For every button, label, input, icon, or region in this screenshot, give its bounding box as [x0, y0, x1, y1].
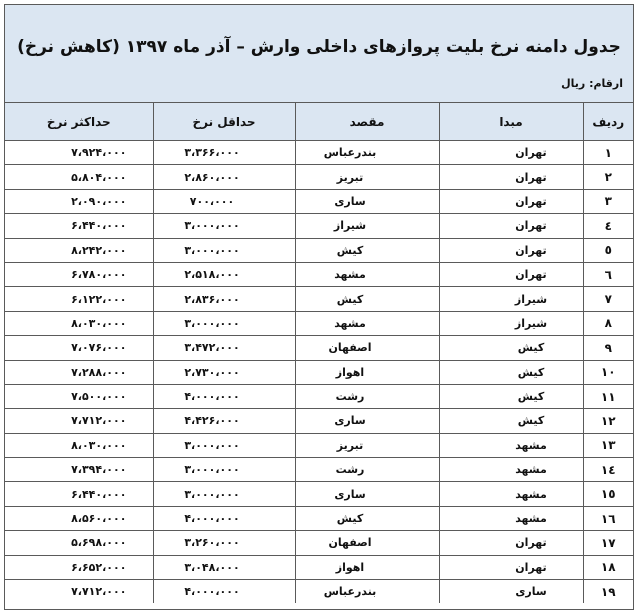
- cell-min-fare: ۳،۰۴۸،۰۰۰: [153, 555, 295, 579]
- cell-index: ۱٥: [583, 482, 633, 506]
- cell-max-fare: ۸،۵۶۰،۰۰۰: [5, 506, 153, 530]
- cell-origin: تهران: [439, 531, 583, 555]
- cell-destination: مشهد: [295, 311, 439, 335]
- table-row: [5, 189, 633, 213]
- cell-index: ۲: [583, 165, 633, 189]
- cell-min-fare: ۳،۰۰۰،۰۰۰: [153, 238, 295, 262]
- cell-min-fare: ۲،۸۳۶،۰۰۰: [153, 287, 295, 311]
- cell-index: ۱۸: [583, 555, 633, 579]
- table-row: [5, 214, 633, 238]
- cell-index: ٦: [583, 262, 633, 286]
- cell-origin: کیش: [439, 409, 583, 433]
- cell-index: ۱۱: [583, 384, 633, 408]
- cell-max-fare: ۷،۷۱۲،۰۰۰: [5, 580, 153, 604]
- cell-index: ۸: [583, 311, 633, 335]
- cell-max-fare: ۵،۶۹۸،۰۰۰: [5, 531, 153, 555]
- table-row: [5, 141, 633, 165]
- document-title: جدول دامنه نرخ بلیت پروازهای داخلی وارش – آذر ماه ۱۳۹۷ (کاهش نرخ): [17, 37, 621, 57]
- table-row: [5, 262, 633, 286]
- table-row: [5, 165, 633, 189]
- cell-destination: ساری: [295, 482, 439, 506]
- table-row: [5, 580, 633, 604]
- cell-destination: اصفهان: [295, 336, 439, 360]
- table-row: [5, 555, 633, 579]
- cell-origin: مشهد: [439, 506, 583, 530]
- cell-origin: مشهد: [439, 433, 583, 457]
- cell-origin: مشهد: [439, 458, 583, 482]
- table-row: [5, 384, 633, 408]
- cell-index: ۳: [583, 189, 633, 213]
- cell-destination: رشت: [295, 384, 439, 408]
- fare-table: [5, 103, 633, 603]
- cell-destination: ساری: [295, 409, 439, 433]
- cell-origin: کیش: [439, 384, 583, 408]
- cell-index: ٤: [583, 214, 633, 238]
- cell-max-fare: ۶،۴۴۰،۰۰۰: [5, 482, 153, 506]
- cell-max-fare: ۷،۷۱۲،۰۰۰: [5, 409, 153, 433]
- cell-index: ٥: [583, 238, 633, 262]
- cell-min-fare: ۳،۰۰۰،۰۰۰: [153, 214, 295, 238]
- cell-destination: ساری: [295, 189, 439, 213]
- cell-min-fare: ۴،۰۰۰،۰۰۰: [153, 506, 295, 530]
- cell-max-fare: ۲،۰۹۰،۰۰۰: [5, 189, 153, 213]
- cell-min-fare: ۴،۰۰۰،۰۰۰: [153, 580, 295, 604]
- cell-index: ۱۲: [583, 409, 633, 433]
- table-row: [5, 531, 633, 555]
- table-row: [5, 482, 633, 506]
- cell-max-fare: ۷،۳۹۴،۰۰۰: [5, 458, 153, 482]
- cell-max-fare: ۶،۷۸۰،۰۰۰: [5, 262, 153, 286]
- cell-origin: تهران: [439, 214, 583, 238]
- title-box: [5, 5, 633, 103]
- cell-max-fare: ۸،۰۳۰،۰۰۰: [5, 433, 153, 457]
- cell-min-fare: ۲،۵۱۸،۰۰۰: [153, 262, 295, 286]
- table-row: [5, 458, 633, 482]
- table-body: [5, 141, 633, 604]
- cell-min-fare: ۷۰۰،۰۰۰: [153, 189, 295, 213]
- cell-min-fare: ۴،۴۲۶،۰۰۰: [153, 409, 295, 433]
- cell-origin: تهران: [439, 165, 583, 189]
- cell-destination: اهواز: [295, 555, 439, 579]
- cell-max-fare: ۷،۵۰۰،۰۰۰: [5, 384, 153, 408]
- cell-max-fare: ۶،۴۴۰،۰۰۰: [5, 214, 153, 238]
- table-row: [5, 409, 633, 433]
- fare-table-document: [4, 4, 634, 610]
- table-row: [5, 238, 633, 262]
- cell-index: ۷: [583, 287, 633, 311]
- cell-index: ۱٤: [583, 458, 633, 482]
- header-destination: مقصد: [295, 103, 439, 141]
- cell-destination: تبریز: [295, 165, 439, 189]
- cell-max-fare: ۷،۹۲۴،۰۰۰: [5, 141, 153, 165]
- cell-destination: بندرعباس: [295, 580, 439, 604]
- cell-destination: رشت: [295, 458, 439, 482]
- cell-min-fare: ۳،۳۶۶،۰۰۰: [153, 141, 295, 165]
- cell-destination: شیراز: [295, 214, 439, 238]
- cell-origin: کیش: [439, 336, 583, 360]
- cell-index: ۱۹: [583, 580, 633, 604]
- cell-destination: اصفهان: [295, 531, 439, 555]
- cell-destination: کیش: [295, 238, 439, 262]
- cell-index: ۱۰: [583, 360, 633, 384]
- table-row: [5, 506, 633, 530]
- cell-destination: تبریز: [295, 433, 439, 457]
- cell-origin: شیراز: [439, 311, 583, 335]
- cell-index: ۱۳: [583, 433, 633, 457]
- cell-min-fare: ۲،۸۶۰،۰۰۰: [153, 165, 295, 189]
- units-note: ارقام: ریال: [561, 77, 623, 90]
- cell-max-fare: ۵،۸۰۴،۰۰۰: [5, 165, 153, 189]
- cell-max-fare: ۶،۱۲۲،۰۰۰: [5, 287, 153, 311]
- cell-max-fare: ۷،۰۷۶،۰۰۰: [5, 336, 153, 360]
- cell-max-fare: ۸،۲۴۲،۰۰۰: [5, 238, 153, 262]
- header-max-fare: حداکثر نرخ: [5, 103, 153, 141]
- cell-origin: شیراز: [439, 287, 583, 311]
- cell-index: ۱: [583, 141, 633, 165]
- cell-index: ۱۷: [583, 531, 633, 555]
- table-row: [5, 360, 633, 384]
- cell-min-fare: ۳،۰۰۰،۰۰۰: [153, 433, 295, 457]
- table-row: [5, 433, 633, 457]
- cell-min-fare: ۳،۰۰۰،۰۰۰: [153, 482, 295, 506]
- table-row: [5, 336, 633, 360]
- cell-index: ۹: [583, 336, 633, 360]
- cell-origin: تهران: [439, 141, 583, 165]
- table-header-row: [5, 103, 633, 141]
- cell-origin: تهران: [439, 238, 583, 262]
- cell-min-fare: ۳،۴۷۲،۰۰۰: [153, 336, 295, 360]
- cell-min-fare: ۳،۰۰۰،۰۰۰: [153, 458, 295, 482]
- cell-origin: تهران: [439, 555, 583, 579]
- cell-destination: بندرعباس: [295, 141, 439, 165]
- cell-max-fare: ۷،۲۸۸،۰۰۰: [5, 360, 153, 384]
- cell-index: ۱٦: [583, 506, 633, 530]
- cell-destination: مشهد: [295, 262, 439, 286]
- cell-origin: تهران: [439, 189, 583, 213]
- cell-min-fare: ۲،۷۳۰،۰۰۰: [153, 360, 295, 384]
- cell-max-fare: ۸،۰۳۰،۰۰۰: [5, 311, 153, 335]
- cell-origin: ساری: [439, 580, 583, 604]
- cell-destination: کیش: [295, 287, 439, 311]
- header-index: ردیف: [583, 103, 633, 141]
- cell-min-fare: ۴،۰۰۰،۰۰۰: [153, 384, 295, 408]
- cell-origin: مشهد: [439, 482, 583, 506]
- cell-min-fare: ۳،۰۰۰،۰۰۰: [153, 311, 295, 335]
- header-min-fare: حداقل نرخ: [153, 103, 295, 141]
- table-row: [5, 287, 633, 311]
- cell-origin: کیش: [439, 360, 583, 384]
- cell-min-fare: ۳،۲۶۰،۰۰۰: [153, 531, 295, 555]
- cell-max-fare: ۶،۶۵۲،۰۰۰: [5, 555, 153, 579]
- cell-origin: تهران: [439, 262, 583, 286]
- cell-destination: کیش: [295, 506, 439, 530]
- table-row: [5, 311, 633, 335]
- header-origin: مبدا: [439, 103, 583, 141]
- cell-destination: اهواز: [295, 360, 439, 384]
